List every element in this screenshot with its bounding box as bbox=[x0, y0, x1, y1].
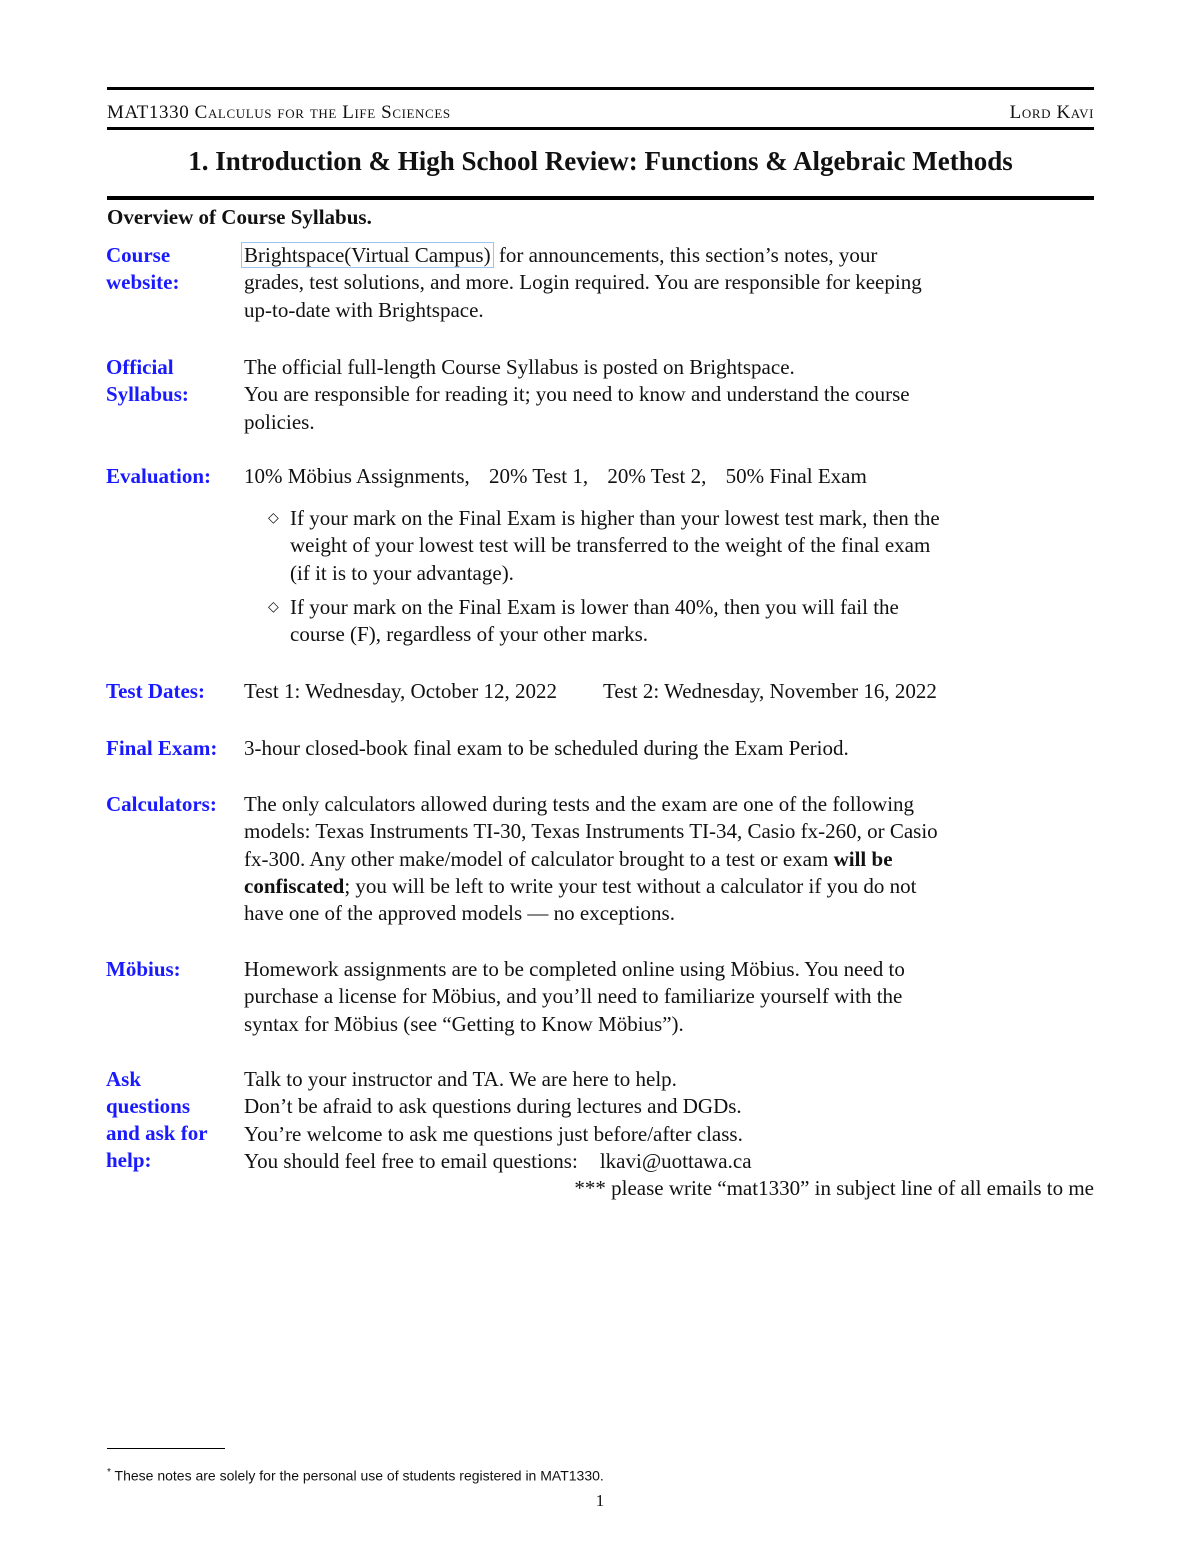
header-author: Lord Kavi bbox=[1009, 102, 1094, 123]
calculators-text bbox=[244, 791, 1096, 927]
label-ask-questions bbox=[106, 1066, 238, 1174]
mobius-line-3: syntax for Möbius (see “Getting to Know Möbius”). bbox=[244, 1011, 684, 1036]
email-prefix: You should feel free to email questions: bbox=[244, 1148, 578, 1173]
final-exam-text bbox=[244, 735, 1096, 762]
calculators-line-5: have one of the approved models — no exceptions. bbox=[244, 901, 675, 926]
calc-text: fx-300. Any other make/model of calculator brought to a test or exam bbox=[244, 846, 834, 871]
instructor-email-link[interactable]: lkavi@uottawa.ca bbox=[599, 1148, 752, 1173]
weight-mobius: 10% Möbius Assignments, bbox=[244, 464, 470, 488]
help-text bbox=[244, 1066, 1096, 1175]
syllabus-text bbox=[244, 354, 1096, 436]
mobius-line-1: Homework assignments are to be completed online using Möbius. You need to bbox=[244, 957, 905, 981]
overview-heading: Overview of Course Syllabus. bbox=[107, 205, 372, 229]
calculators-line-4 bbox=[244, 873, 1096, 900]
label-line: Official bbox=[106, 355, 174, 379]
test1-date: Test 1: Wednesday, October 12, 2022 bbox=[244, 679, 557, 703]
help-line-1: Talk to your instructor and TA. We are here to help. bbox=[244, 1067, 677, 1091]
syllabus-line-2: You are responsible for reading it; you need to know and understand the course bbox=[244, 382, 910, 407]
diamond-bullet-icon: ◇ bbox=[268, 510, 279, 526]
bullet-text bbox=[290, 594, 899, 649]
website-line-1-rest: for announcements, this section’s notes, your bbox=[493, 243, 878, 267]
header-top-rule bbox=[107, 87, 1094, 90]
label-line: Syllabus: bbox=[106, 382, 189, 406]
weight-test2: 20% Test 2, bbox=[607, 464, 707, 488]
calc-text: ; you will be left to write your test without a calculator if you do not bbox=[344, 873, 917, 898]
weight-final: 50% Final Exam bbox=[725, 464, 867, 488]
bullet-text bbox=[290, 505, 940, 587]
website-text bbox=[244, 242, 1096, 324]
mobius-text bbox=[244, 956, 1096, 1038]
page-title: 1. Introduction & High School Review: Functions & Algebraic Methods bbox=[188, 146, 1013, 176]
mobius-line-2: purchase a license for Möbius, and you’ll need to familiarize yourself with the bbox=[244, 984, 903, 1009]
label-calculators: Calculators: bbox=[106, 792, 217, 816]
label-official-syllabus bbox=[106, 354, 238, 408]
weight-test1: 20% Test 1, bbox=[489, 464, 589, 488]
bullet-line: weight of your lowest test will be transferred to the weight of the final exam bbox=[290, 533, 931, 558]
label-evaluation: Evaluation: bbox=[106, 464, 212, 488]
bullet-line: (if it is to your advantage). bbox=[290, 560, 514, 585]
test2-date: Test 2: Wednesday, November 16, 2022 bbox=[602, 679, 937, 703]
label-line: website: bbox=[106, 270, 180, 294]
evaluation-weights bbox=[244, 463, 1096, 490]
label-mobius: Möbius: bbox=[106, 957, 181, 981]
test-dates-line bbox=[244, 678, 1096, 705]
bullet-line: If your mark on the Final Exam is higher than your lowest test mark, then the bbox=[290, 506, 940, 530]
bullet-line: course (F), regardless of your other marks. bbox=[290, 622, 649, 647]
website-line-1 bbox=[244, 242, 1096, 269]
syllabus-line-3: policies. bbox=[244, 409, 315, 434]
diamond-bullet-icon: ◇ bbox=[268, 599, 279, 615]
website-line-2: grades, test solutions, and more. Login required. You are responsible for keeping bbox=[244, 270, 922, 295]
calc-bold: will be bbox=[833, 846, 893, 871]
label-line: questions bbox=[106, 1094, 191, 1118]
label-test-dates: Test Dates: bbox=[106, 679, 205, 703]
label-line: help: bbox=[106, 1148, 152, 1172]
bullet-line: If your mark on the Final Exam is lower than 40%, then you will fail the bbox=[290, 595, 899, 619]
header-bottom-rule bbox=[107, 127, 1094, 130]
help-line-3: You’re welcome to ask me questions just before/after class. bbox=[244, 1121, 743, 1146]
email-note: *** please write “mat1330” in subject line of all emails to me bbox=[574, 1176, 1094, 1200]
header-course-title: MAT1330 Calculus for the Life Sciences bbox=[107, 102, 451, 123]
website-line-3: up-to-date with Brightspace. bbox=[244, 297, 484, 322]
brightspace-link[interactable]: Brightspace(Virtual Campus) bbox=[241, 242, 494, 268]
label-line: and ask for bbox=[106, 1121, 208, 1145]
label-line: Ask bbox=[106, 1067, 142, 1091]
help-line-2: Don’t be afraid to ask questions during lectures and DGDs. bbox=[244, 1094, 742, 1119]
calculators-line-3 bbox=[244, 846, 1096, 873]
title-bottom-rule bbox=[107, 196, 1094, 200]
calc-bold: confiscated bbox=[244, 873, 345, 898]
page-number: 1 bbox=[595, 1491, 605, 1510]
footnote-text: These notes are solely for the personal use of students registered in MAT1330. bbox=[114, 1467, 604, 1484]
syllabus-line-1: The official full-length Course Syllabus is posted on Brightspace. bbox=[244, 355, 795, 379]
evaluation-line bbox=[244, 463, 1096, 490]
help-line-4 bbox=[244, 1148, 1096, 1175]
calculators-line-1: The only calculators allowed during tests and the exam are one of the following bbox=[244, 792, 915, 816]
final-exam-line: 3-hour closed-book final exam to be scheduled during the Exam Period. bbox=[244, 736, 849, 760]
calculators-line-2: models: Texas Instruments TI-30, Texas Instruments TI-34, Casio fx-260, or Casio bbox=[244, 819, 938, 844]
footnote-rule bbox=[107, 1448, 225, 1449]
label-line: Course bbox=[106, 243, 171, 267]
test-dates-text bbox=[244, 678, 1096, 705]
footnote-marker: * bbox=[107, 1467, 111, 1478]
label-course-website bbox=[106, 242, 238, 296]
label-final-exam: Final Exam: bbox=[106, 736, 218, 760]
running-header bbox=[107, 98, 1094, 124]
footnote bbox=[107, 1467, 604, 1484]
